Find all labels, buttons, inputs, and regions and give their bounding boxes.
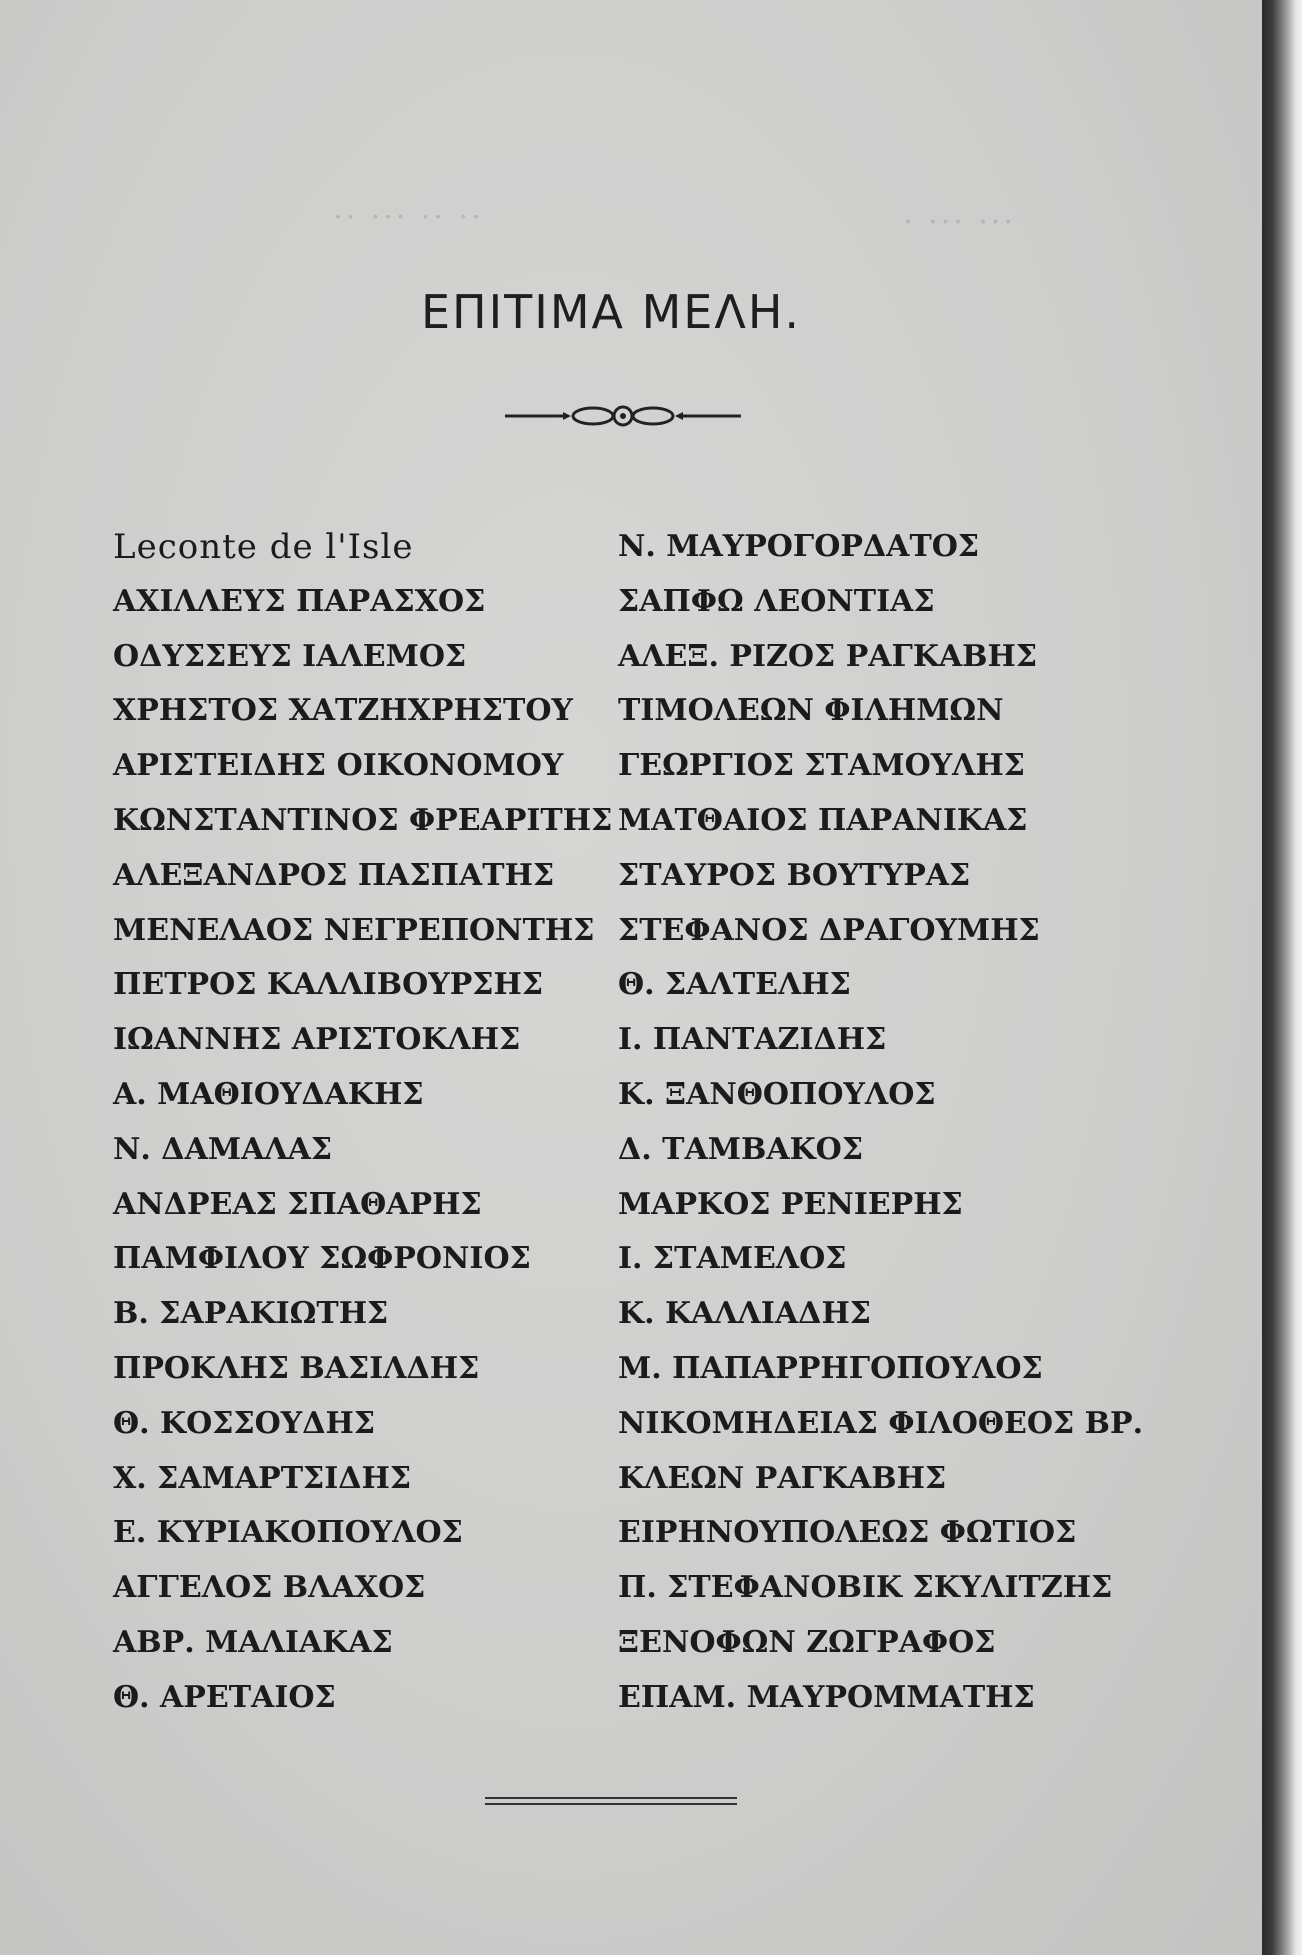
member-name: ΕΠΑΜ. ΜΑΥΡΟΜΜΑΤΗΣ bbox=[618, 1679, 1035, 1715]
member-name: ΞΕΝΟΦΩΝ ΖΩΓΡΑΦΟΣ bbox=[618, 1624, 996, 1660]
member-name: Κ. ΚΑΛΛΙΑΔΗΣ bbox=[618, 1296, 872, 1332]
member-name: ΑΛΕΞ. ΡΙΖΟΣ ΡΑΓΚΑΒΗΣ bbox=[618, 638, 1038, 674]
member-name: ΣΤΑΥΡΟΣ ΒΟΥΤΥΡΑΣ bbox=[618, 857, 971, 893]
member-name: ΠΑΜΦΙΛΟΥ ΣΩΦΡΟΝΙΟΣ bbox=[113, 1241, 531, 1277]
member-name: Θ. ΣΑΛΤΕΛΗΣ bbox=[618, 967, 851, 1003]
member-name: ΑΛΕΞΑΝΔΡΟΣ ΠΑΣΠΑΤΗΣ bbox=[113, 857, 555, 893]
member-name: ΚΛΕΩΝ ΡΑΓΚΑΒΗΣ bbox=[618, 1460, 947, 1496]
member-name: Χ. ΣΑΜΑΡΤΣΙΔΗΣ bbox=[113, 1460, 412, 1496]
member-name: ΜΕΝΕΛΑΟΣ ΝΕΓΡΕΠΟΝΤΗΣ bbox=[113, 912, 595, 948]
member-name: Ε. ΚΥΡΙΑΚΟΠΟΥΛΟΣ bbox=[113, 1515, 463, 1551]
member-name: ΓΕΩΡΓΙΟΣ ΣΤΑΜΟΥΛΗΣ bbox=[618, 748, 1025, 784]
member-name: Β. ΣΑΡΑΚΙΩΤΗΣ bbox=[113, 1296, 389, 1332]
member-name: ΚΩΝΣΤΑΝΤΙΝΟΣ ΦΡΕΑΡΙΤΗΣ bbox=[113, 802, 613, 838]
member-name: Ι. ΠΑΝΤΑΖΙΔΗΣ bbox=[618, 1022, 887, 1058]
left-name-list bbox=[113, 520, 612, 1726]
member-name: Leconte de l'Isle bbox=[113, 527, 414, 567]
member-name: ΝΙΚΟΜΗΔΕΙΑΣ ΦΙΛΟΘΕΟΣ ΒΡ. bbox=[618, 1405, 1144, 1441]
member-name: ΑΝΔΡΕΑΣ ΣΠΑΘΑΡΗΣ bbox=[113, 1186, 482, 1222]
member-name: ΠΕΤΡΟΣ ΚΑΛΛΙΒΟΥΡΣΗΣ bbox=[113, 967, 544, 1003]
member-name: ΟΔΥΣΣΕΥΣ ΙΑΛΕΜΟΣ bbox=[113, 638, 467, 674]
member-name: Ν. ΜΑΥΡΟΓΟΡΔΑΤΟΣ bbox=[618, 529, 980, 564]
member-name: ΙΩΑΝΝΗΣ ΑΡΙΣΤΟΚΛΗΣ bbox=[113, 1022, 521, 1058]
member-name: ΑΒΡ. ΜΑΛΙΑΚΑΣ bbox=[113, 1624, 393, 1660]
member-name: ΠΡΟΚΛΗΣ ΒΑΣΙΛΔΗΣ bbox=[113, 1350, 480, 1386]
member-name: ΤΙΜΟΛΕΩΝ ΦΙΛΗΜΩΝ bbox=[618, 693, 1004, 729]
member-name: ΧΡΗΣΤΟΣ ΧΑΤΖΗΧΡΗΣΤΟΥ bbox=[113, 693, 573, 729]
member-name: Μ. ΠΑΠΑΡΡΗΓΟΠΟΥΛΟΣ bbox=[618, 1350, 1043, 1386]
member-name: Π. ΣΤΕΦΑΝΟΒΙΚ ΣΚΥΛΙΤΖΗΣ bbox=[618, 1570, 1113, 1606]
closing-double-rule bbox=[485, 1797, 737, 1809]
member-name: ΕΙΡΗΝΟΥΠΟΛΕΩΣ ΦΩΤΙΟΣ bbox=[618, 1515, 1077, 1551]
member-name: ΑΡΙΣΤΕΙΔΗΣ ΟΙΚΟΝΟΜΟΥ bbox=[113, 748, 564, 784]
member-name: ΣΤΕΦΑΝΟΣ ΔΡΑΓΟΥΜΗΣ bbox=[618, 912, 1040, 948]
member-name: Θ. ΑΡΕΤΑΙΟΣ bbox=[113, 1679, 336, 1715]
member-name: ΜΑΤΘΑΙΟΣ ΠΑΡΑΝΙΚΑΣ bbox=[618, 802, 1028, 838]
member-name: ΑΓΓΕΛΟΣ ΒΛΑΧΟΣ bbox=[113, 1570, 426, 1606]
book-spine-edge bbox=[1262, 0, 1302, 1955]
bleed-through-text: ··· ··· · bbox=[900, 205, 1013, 240]
member-name: ΑΧΙΛΛΕΥΣ ΠΑΡΑΣΧΟΣ bbox=[113, 583, 486, 619]
bleed-through-text: ·· ·· ··· ·· bbox=[330, 200, 481, 235]
member-name: Κ. ΞΑΝΘΟΠΟΥΛΟΣ bbox=[618, 1076, 936, 1112]
member-name: Α. ΜΑΘΙΟΥΔΑΚΗΣ bbox=[113, 1076, 424, 1112]
page-title: ΕΠΙΤΙΜΑ ΜΕΛΗ. bbox=[420, 285, 802, 339]
ornament-divider bbox=[505, 398, 741, 434]
member-name: Ν. ΔΑΜΑΛΑΣ bbox=[113, 1131, 333, 1167]
member-name: ΜΑΡΚΟΣ ΡΕΝΙΕΡΗΣ bbox=[618, 1186, 963, 1222]
member-name: Δ. ΤΑΜΒΑΚΟΣ bbox=[618, 1131, 864, 1167]
member-name: Θ. ΚΟΣΣΟΥΔΗΣ bbox=[113, 1405, 376, 1441]
member-name: Ι. ΣΤΑΜΕΛΟΣ bbox=[618, 1241, 847, 1277]
member-name: ΣΑΠΦΩ ΛΕΟΝΤΙΑΣ bbox=[618, 583, 935, 619]
right-name-list bbox=[618, 520, 1143, 1726]
